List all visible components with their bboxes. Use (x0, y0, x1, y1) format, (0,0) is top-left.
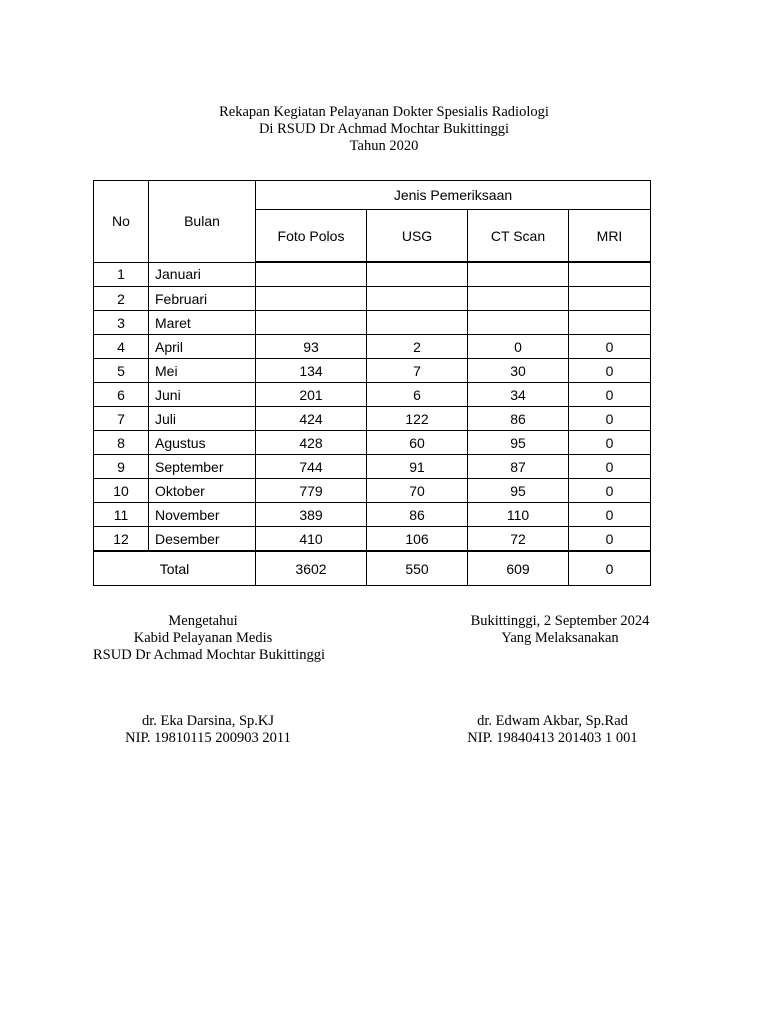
sig-right-line-1: Bukittinggi, 2 September 2024 (470, 613, 650, 629)
total-label: Total (94, 551, 256, 586)
sig-left-name: dr. Eka Darsina, Sp.KJ (141, 713, 275, 729)
cell-no: 3 (94, 311, 149, 335)
title-line-1: Rekapan Kegiatan Pelayanan Dokter Spesialis Radiologi (219, 104, 549, 120)
sig-left-line-3: RSUD Dr Achmad Mochtar Bukittinggi (93, 647, 325, 663)
signature-right-name-block (450, 713, 655, 747)
cell-bulan: Maret (149, 311, 256, 335)
cell-ct-scan: 86 (468, 407, 569, 431)
cell-mri (569, 287, 651, 311)
sig-left-nip: NIP. 19810115 200903 2011 (125, 730, 291, 746)
cell-no: 5 (94, 359, 149, 383)
cell-foto-polos (256, 287, 367, 311)
cell-foto-polos: 744 (256, 455, 367, 479)
cell-ct-scan: 0 (468, 335, 569, 359)
cell-bulan: Desember (149, 527, 256, 552)
sig-right-line-2: Yang Melaksanakan (501, 630, 619, 646)
sig-left-line-2: Kabid Pelayanan Medis (133, 630, 273, 646)
header-usg: USG (367, 210, 468, 263)
cell-usg (367, 311, 468, 335)
cell-ct-scan: 34 (468, 383, 569, 407)
total-mri: 0 (569, 551, 651, 586)
cell-usg: 70 (367, 479, 468, 503)
title-line-2: Di RSUD Dr Achmad Mochtar Bukittinggi (258, 121, 510, 137)
cell-mri: 0 (569, 335, 651, 359)
table-row (94, 287, 651, 311)
signature-left-heading (93, 613, 325, 664)
cell-foto-polos: 424 (256, 407, 367, 431)
cell-bulan: Februari (149, 287, 256, 311)
cell-mri (569, 311, 651, 335)
header-mri: MRI (569, 210, 651, 263)
table-row (94, 503, 651, 527)
total-foto-polos: 3602 (256, 551, 367, 586)
cell-mri: 0 (569, 383, 651, 407)
cell-foto-polos (256, 262, 367, 287)
cell-ct-scan (468, 262, 569, 287)
cell-foto-polos: 134 (256, 359, 367, 383)
cell-foto-polos: 428 (256, 431, 367, 455)
header-foto-polos: Foto Polos (256, 210, 367, 263)
cell-foto-polos: 779 (256, 479, 367, 503)
cell-ct-scan: 95 (468, 431, 569, 455)
table-row (94, 479, 651, 503)
cell-ct-scan: 110 (468, 503, 569, 527)
cell-no: 12 (94, 527, 149, 552)
title-line-3: Tahun 2020 (349, 138, 419, 154)
cell-mri: 0 (569, 431, 651, 455)
cell-foto-polos (256, 311, 367, 335)
header-bulan: Bulan (149, 181, 256, 263)
cell-mri: 0 (569, 503, 651, 527)
cell-usg (367, 287, 468, 311)
cell-foto-polos: 93 (256, 335, 367, 359)
total-usg: 550 (367, 551, 468, 586)
cell-bulan: Juli (149, 407, 256, 431)
cell-mri (569, 262, 651, 287)
cell-no: 11 (94, 503, 149, 527)
signature-right-heading (450, 613, 670, 647)
cell-mri: 0 (569, 479, 651, 503)
cell-no: 7 (94, 407, 149, 431)
table-row (94, 431, 651, 455)
cell-no: 1 (94, 262, 149, 287)
cell-foto-polos: 410 (256, 527, 367, 552)
table-row (94, 383, 651, 407)
sig-left-line-1: Mengetahui (168, 613, 238, 629)
cell-no: 4 (94, 335, 149, 359)
header-no: No (94, 181, 149, 263)
cell-no: 9 (94, 455, 149, 479)
table-row (94, 455, 651, 479)
cell-ct-scan: 95 (468, 479, 569, 503)
total-row (94, 551, 651, 586)
cell-mri: 0 (569, 455, 651, 479)
cell-no: 6 (94, 383, 149, 407)
table-row (94, 335, 651, 359)
cell-bulan: Januari (149, 262, 256, 287)
cell-usg: 2 (367, 335, 468, 359)
cell-mri: 0 (569, 527, 651, 552)
sig-right-name: dr. Edwam Akbar, Sp.Rad (477, 713, 628, 729)
cell-usg: 86 (367, 503, 468, 527)
cell-ct-scan: 72 (468, 527, 569, 552)
cell-ct-scan: 87 (468, 455, 569, 479)
header-ct-scan: CT Scan (468, 210, 569, 263)
cell-usg: 60 (367, 431, 468, 455)
total-ct-scan: 609 (468, 551, 569, 586)
cell-no: 2 (94, 287, 149, 311)
cell-ct-scan: 30 (468, 359, 569, 383)
cell-bulan: Mei (149, 359, 256, 383)
cell-ct-scan (468, 287, 569, 311)
cell-bulan: Oktober (149, 479, 256, 503)
recap-table (93, 180, 651, 586)
table-row (94, 407, 651, 431)
cell-usg: 122 (367, 407, 468, 431)
table-row (94, 527, 651, 552)
cell-no: 10 (94, 479, 149, 503)
header-jenis-pemeriksaan: Jenis Pemeriksaan (256, 181, 651, 210)
cell-mri: 0 (569, 407, 651, 431)
cell-bulan: November (149, 503, 256, 527)
table-row (94, 359, 651, 383)
cell-usg: 7 (367, 359, 468, 383)
cell-no: 8 (94, 431, 149, 455)
cell-mri: 0 (569, 359, 651, 383)
cell-usg: 106 (367, 527, 468, 552)
signature-left-name-block (93, 713, 323, 747)
table-header-row (94, 181, 651, 210)
sig-right-nip: NIP. 19840413 201403 1 001 (467, 730, 638, 746)
cell-bulan: September (149, 455, 256, 479)
cell-bulan: April (149, 335, 256, 359)
cell-usg: 6 (367, 383, 468, 407)
cell-foto-polos: 201 (256, 383, 367, 407)
cell-usg (367, 262, 468, 287)
table-row (94, 262, 651, 287)
cell-usg: 91 (367, 455, 468, 479)
cell-bulan: Juni (149, 383, 256, 407)
cell-ct-scan (468, 311, 569, 335)
document-title (0, 104, 768, 155)
cell-bulan: Agustus (149, 431, 256, 455)
table-row (94, 311, 651, 335)
cell-foto-polos: 389 (256, 503, 367, 527)
